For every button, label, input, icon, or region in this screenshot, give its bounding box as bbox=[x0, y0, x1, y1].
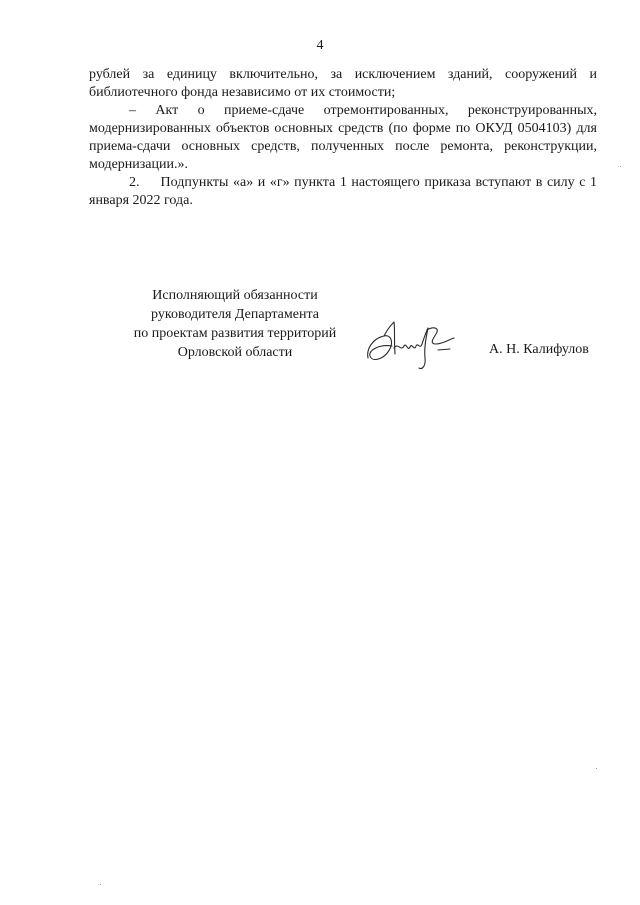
signer-name: А. Н. Калифулов bbox=[489, 342, 589, 357]
signatory-position bbox=[100, 286, 370, 362]
scan-speck bbox=[620, 166, 621, 167]
paragraph-act-item: – Акт о приеме-сдаче отремонтированных, реконструированных, модернизированных объектов основных средств (по форме по ОКУД 0504103) для приема-сдачи основных средств, полученных после ремонта, реконструкции, модернизации.». bbox=[89, 103, 597, 172]
page-number: 4 bbox=[316, 38, 324, 53]
signatory-position-line: по проектам развития территорий bbox=[133, 326, 337, 341]
scan-speck bbox=[596, 768, 597, 769]
signatory-position-line: Орловской области bbox=[177, 345, 293, 360]
scan-speck bbox=[100, 884, 101, 885]
document-body bbox=[89, 66, 597, 210]
signatory-position-line: руководителя Департамента bbox=[151, 307, 319, 322]
handwritten-signature bbox=[364, 314, 460, 372]
paragraph-continuation: рублей за единицу включительно, за исключением зданий, сооружений и библиотечного фонда независимо от их стоимости; bbox=[89, 67, 597, 100]
signatory-position-line: Исполняющий обязанности bbox=[152, 288, 318, 303]
paragraph-clause-2: 2. Подпункты «а» и «г» пункта 1 настоящего приказа вступают в силу с 1 января 2022 года. bbox=[89, 175, 597, 208]
